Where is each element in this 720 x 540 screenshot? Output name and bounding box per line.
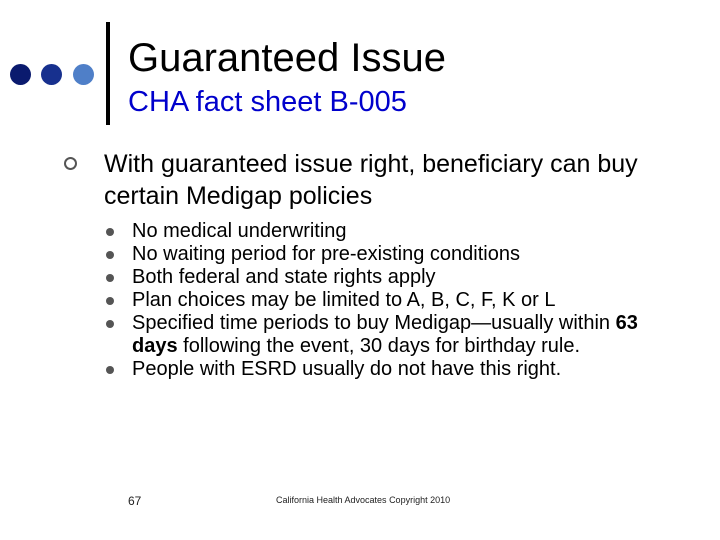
bullet-icon (106, 366, 114, 374)
slide-title: Guaranteed Issue (128, 36, 446, 80)
bullet-icon (106, 297, 114, 305)
list-item (102, 358, 662, 381)
list-item (102, 220, 662, 243)
main-point-text: With guaranteed issue right, beneficiary can buy certain Medigap policies (104, 150, 638, 210)
bullet-icon (106, 274, 114, 282)
main-point (56, 148, 706, 212)
page-number: 67 (128, 494, 142, 508)
bullet-icon (106, 251, 114, 259)
decorative-dots (10, 64, 96, 86)
bullet-icon (106, 228, 114, 236)
bullet-text-emphasis: 63 days (132, 312, 638, 357)
slide-subtitle: CHA fact sheet B-005 (128, 86, 407, 118)
bullet-text: Both federal and state rights apply (132, 266, 436, 288)
bullet-text: No medical underwriting (132, 220, 347, 242)
bullet-text-end: following the event, 30 days for birthday rule. (177, 335, 581, 357)
list-item (102, 289, 662, 312)
footer-copyright: California Health Advocates Copyright 2010 (276, 495, 451, 505)
bullet-text: Plan choices may be limited to A, B, C, F, K or L (132, 289, 556, 311)
list-item (102, 266, 662, 289)
bullet-text: No waiting period for pre-existing conditions (132, 243, 520, 265)
list-item (102, 312, 662, 358)
bullet-icon (106, 320, 114, 328)
dot-icon (10, 64, 31, 85)
dot-icon (73, 64, 94, 85)
bullet-text-start: Specified time periods to buy Medigap—usually within (132, 312, 616, 334)
dot-icon (41, 64, 62, 85)
list-item (102, 243, 662, 266)
hollow-bullet-icon (64, 157, 77, 170)
bullet-text (132, 312, 638, 357)
bullet-text: People with ESRD usually do not have this right. (132, 358, 562, 380)
title-divider (106, 22, 110, 125)
sub-bullet-list (102, 220, 662, 381)
